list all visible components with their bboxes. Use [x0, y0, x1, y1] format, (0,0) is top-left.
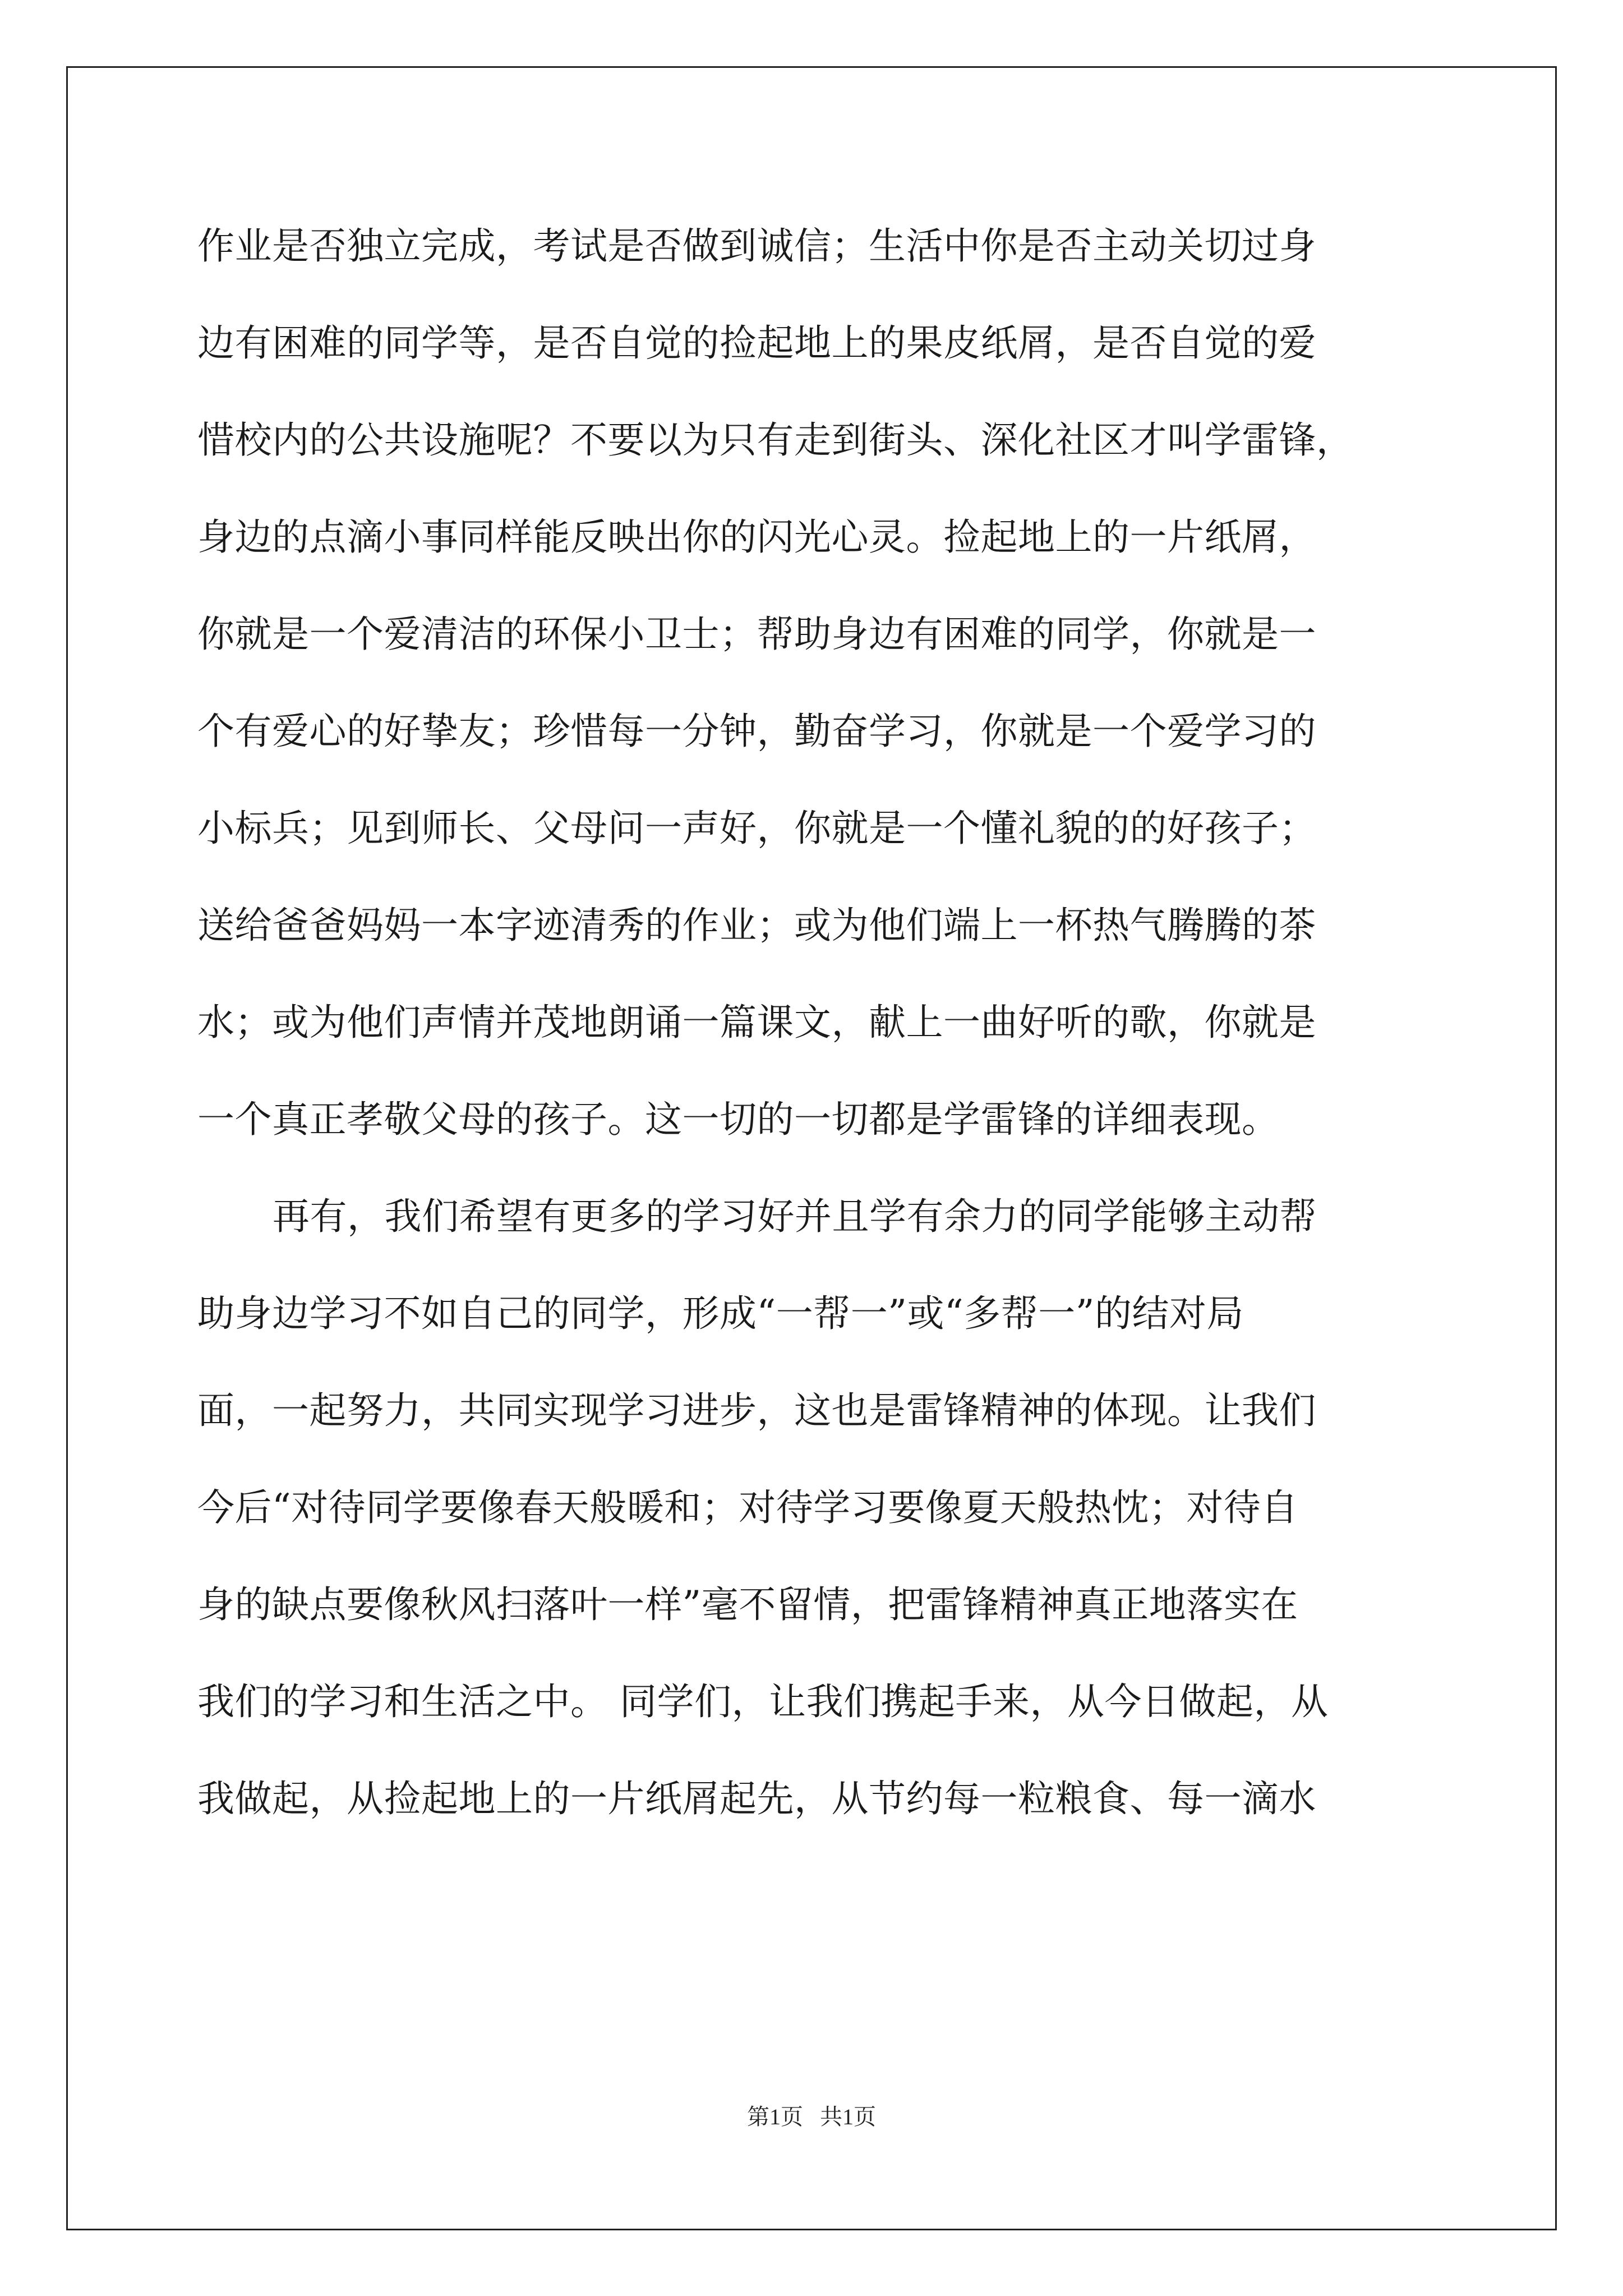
text-line: 边有困难的同学等，是否自觉的捡起地上的果皮纸屑，是否自觉的爱 [197, 321, 1316, 365]
text-line: 我做起，从捡起地上的一片纸屑起先，从节约每一粒粮食、每一滴水 [197, 1777, 1316, 1820]
text-line: 个有爱心的好挚友；珍惜每一分钟，勤奋学习，你就是一个爱学习的 [197, 710, 1316, 753]
page-number-footer: 第1页 共1页 [747, 2104, 876, 2129]
text-line: 你就是一个爱清洁的环保小卫士；帮助身边有困难的同学，你就是一 [197, 613, 1316, 656]
text-line: 身的缺点要像秋风扫落叶一样”毫不留情，把雷锋精神真正地落实在 [197, 1583, 1298, 1626]
text-line: 面，一起努力，共同实现学习进步，这也是雷锋精神的体现。让我们 [197, 1389, 1316, 1432]
document-body [197, 197, 1429, 1847]
text-line: 惜校内的公共设施呢？不要以为只有走到街头、深化社区才叫学雷锋， [197, 418, 1354, 462]
text-line: 小标兵；见到师长、父母问一声好，你就是一个懂礼貌的的好孩子； [197, 807, 1316, 850]
text-line: 助身边学习不如自己的同学，形成“一帮一”或“多帮一”的结对局 [197, 1292, 1244, 1335]
text-line: 一个真正孝敬父母的孩子。这一切的一切都是学雷锋的详细表现。 [197, 1098, 1279, 1141]
text-line: 作业是否独立完成，考试是否做到诚信；生活中你是否主动关切过身 [197, 224, 1316, 268]
text-line: 我们的学习和生活之中。 同学们，让我们携起手来，从今日做起，从 [197, 1680, 1329, 1723]
text-line: 身边的点滴小事同样能反映出你的闪光心灵。捡起地上的一片纸屑， [197, 516, 1316, 559]
text-line: 今后“对待同学要像春天般暖和；对待学习要像夏天般热忱；对待自 [197, 1486, 1298, 1529]
text-line: 送给爸爸妈妈一本字迹清秀的作业；或为他们端上一杯热气腾腾的茶 [197, 904, 1316, 947]
paragraph-start-line: 再有，我们希望有更多的学习好并且学有余力的同学能够主动帮 [273, 1195, 1317, 1238]
text-line: 水；或为他们声情并茂地朗诵一篇课文，献上一曲好听的歌，你就是 [197, 1001, 1316, 1044]
